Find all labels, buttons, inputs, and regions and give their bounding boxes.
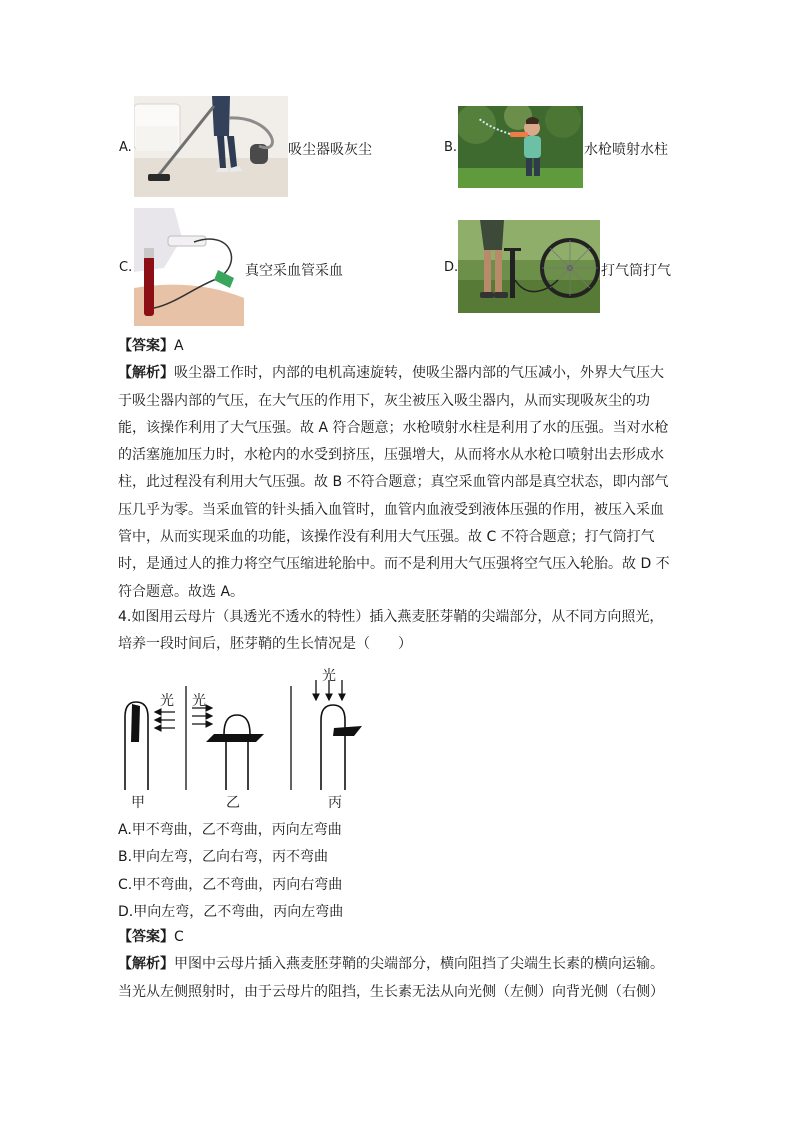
q4-answer-explanation (118, 924, 678, 1006)
question-stem-line: 培养一段时间后，胚芽鞘的生长情况是（ ） (118, 636, 412, 653)
explanation-line: 当光从左侧照射时，由于云母片的阻挡，生长素无法从向光侧（左侧）向背光侧（右侧） (118, 983, 664, 1000)
explanation-label: 【解析】 (118, 365, 174, 382)
water-gun-photo (458, 106, 583, 188)
choice-c: C.甲不弯曲，乙不弯曲，丙向右弯曲 (118, 877, 343, 893)
question-stem-line: 4.如图用云母片（具透光不透水的特性）插入燕麦胚芽鞘的尖端部分，从不同方向照光， (118, 609, 664, 625)
answer-line (118, 333, 678, 360)
option-letter: A. (119, 140, 132, 155)
light-label-bing: 光 (322, 668, 336, 684)
answer-line (118, 924, 678, 951)
label-jia: 甲 (131, 795, 145, 811)
explanation-line: 于吸尘器内部的气压，在大气压的作用下，灰尘被压入吸尘器内，从而实现吸灰尘的功 (118, 392, 650, 409)
explanation-line: 柱，此过程没有利用大气压强。故 B 不符合题意；真空采血管内部是真空状态，即内部气 (118, 474, 669, 491)
coleoptile-jia (125, 702, 175, 790)
explanation-line (118, 360, 678, 387)
explanation-line: 时，是通过人的推力将空气压缩进轮胎中。而不是利用大气压强将空气压入轮胎。故 D 不 (118, 556, 670, 573)
answer-label: 【答案】 (118, 929, 174, 945)
explanation-label: 【解析】 (118, 956, 174, 973)
option-letter: D. (444, 260, 459, 275)
answer-label: 【答案】 (118, 338, 174, 354)
choice-a: A.甲不弯曲，乙不弯曲，丙向左弯曲 (118, 822, 342, 838)
blood-collection-photo (134, 208, 244, 326)
explanation-line: 能，该操作利用了大气压强。故 A 符合题意；水枪喷射水柱是利用了水的压强。当对水枪 (118, 419, 669, 436)
vacuum-cleaner-photo (134, 96, 288, 197)
coleoptile-yi (192, 708, 264, 790)
option-letter: B. (444, 140, 458, 155)
coleoptile-figure (118, 662, 378, 812)
explanation-text: 吸尘器工作时，内部的电机高速旋转，使吸尘器内部的气压减小，外界大气压大 (174, 365, 664, 382)
label-bing: 丙 (328, 795, 342, 811)
coleoptile-diagram (118, 662, 378, 812)
option-caption: 水枪喷射水柱 (584, 142, 668, 158)
option-caption: 真空采血管采血 (245, 263, 343, 279)
explanation-text: 甲图中云母片插入燕麦胚芽鞘的尖端部分，横向阻挡了尖端生长素的横向运输。 (174, 956, 664, 973)
choice-b: B.甲向左弯，乙向右弯，丙不弯曲 (118, 849, 329, 865)
option-caption: 打气筒打气 (601, 263, 671, 279)
light-label-jia: 光 (160, 693, 174, 709)
label-yi: 乙 (226, 795, 240, 811)
explanation-line: 的活塞施加压力时，水枪内的水受到挤压，压强增大，从而将水从水枪口喷射出去形成水 (118, 447, 664, 464)
answer-value: C (174, 929, 184, 945)
option-caption: 吸尘器吸灰尘 (288, 142, 372, 158)
q3-answer-explanation (118, 333, 678, 606)
explanation-line: 管中，从而实现采血的功能，该操作没有利用大气压强。故 C 不符合题意；打气筒打气 (118, 529, 655, 546)
option-letter: C. (119, 260, 133, 275)
choice-d: D.甲向左弯，乙不弯曲，丙向左弯曲 (118, 904, 344, 920)
bicycle-pump-photo (458, 220, 600, 313)
q4-stem (118, 604, 678, 659)
answer-value: A (174, 338, 184, 354)
explanation-line: 符合题意。故选 A。 (118, 583, 245, 600)
explanation-line (118, 951, 678, 978)
explanation-line: 压几乎为零。当采血管的针头插入血管时，血管内血液受到液体压强的作用，被压入采血 (118, 501, 664, 518)
coleoptile-bing (316, 680, 362, 790)
light-label-yi: 光 (192, 693, 206, 709)
